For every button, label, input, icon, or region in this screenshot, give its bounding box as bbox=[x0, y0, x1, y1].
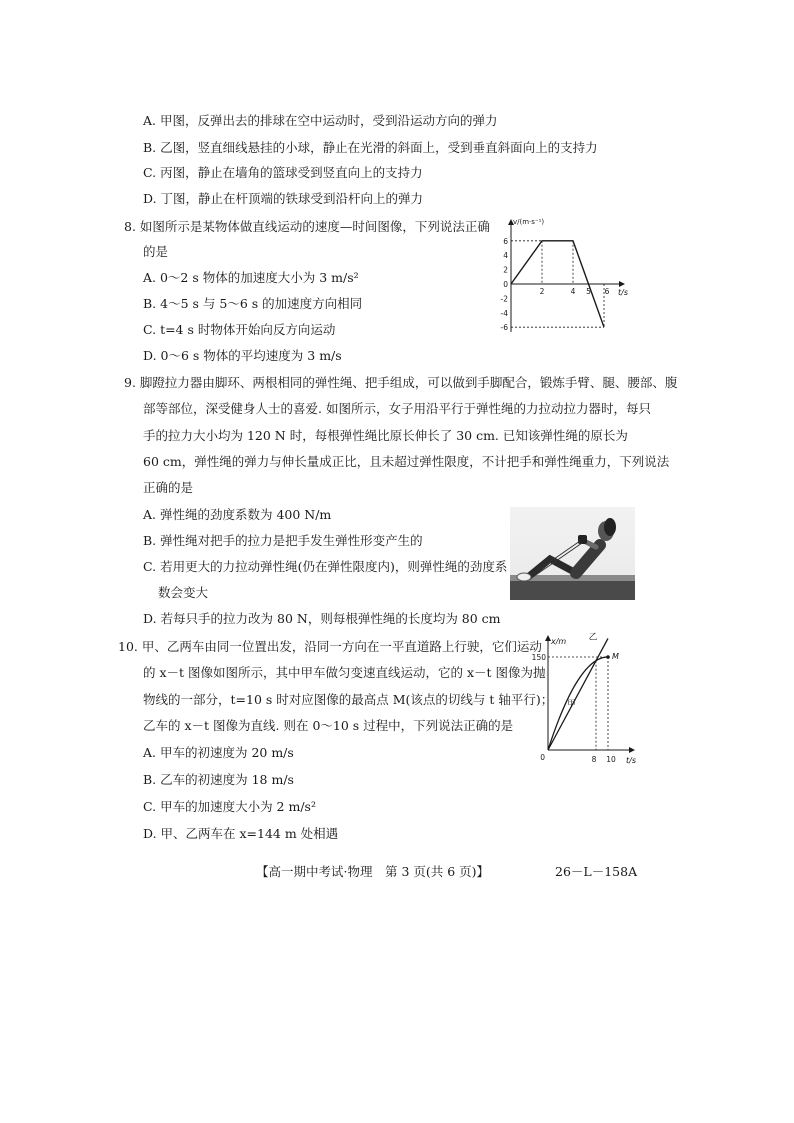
xt-y-axis-label: x/m bbox=[551, 637, 567, 646]
q7-option-c: C. 丙图，静止在墙角的篮球受到竖直向上的支持力 bbox=[143, 165, 423, 180]
vt-x-tick-label: 2 bbox=[539, 287, 545, 296]
xt-series-label-jia: 甲 bbox=[567, 699, 576, 710]
xt-x-tick-label: 10 bbox=[606, 755, 616, 764]
q10-option-a: A. 甲车的初速度为 20 m/s bbox=[143, 745, 294, 760]
xt-x-axis-label: t/s bbox=[626, 756, 636, 765]
vt-y-tick-label: -6 bbox=[500, 323, 508, 333]
page-footer: 【高一期中考试·物理 第 3 页(共 6 页)】 bbox=[256, 864, 490, 879]
q8-stem-line-1: 8. 如图所示是某物体做直线运动的速度—时间图像，下列说法正确 bbox=[124, 219, 490, 234]
q9-stem-line-5: 正确的是 bbox=[143, 480, 194, 495]
xt-point-label-m: M bbox=[612, 652, 619, 661]
vt-y-axis-label: v/(m·s⁻¹) bbox=[513, 218, 545, 226]
xt-series-yi bbox=[548, 638, 608, 750]
vt-y-tick-label: 6 bbox=[503, 236, 508, 246]
q10-option-b: B. 乙车的初速度为 18 m/s bbox=[143, 772, 294, 787]
vt-x-tick-label: 5 bbox=[586, 287, 591, 296]
q8-option-c: C. t=4 s 时物体开始向反方向运动 bbox=[143, 322, 336, 337]
vt-y-tick-label: -2 bbox=[500, 294, 508, 304]
xt-series-label-yi: 乙 bbox=[588, 632, 598, 643]
q7-option-b: B. 乙图，竖直细线悬挂的小球，静止在光滑的斜面上，受到垂直斜面向上的支持力 bbox=[143, 140, 598, 155]
q10-stem-line-1: 10. 甲、乙两车由同一位置出发，沿同一方向在一平直道路上行驶，它们运动 bbox=[118, 639, 542, 654]
q10-option-c: C. 甲车的加速度大小为 2 m/s² bbox=[143, 799, 316, 814]
q7-option-d: D. 丁图，静止在杆顶端的铁球受到沿杆向上的弹力 bbox=[143, 191, 424, 206]
q10-stem-line-4: 乙车的 x－t 图像为直线. 则在 0～10 s 过程中，下列说法正确的是 bbox=[143, 718, 514, 733]
q9-option-c-continued: 数会变大 bbox=[158, 585, 209, 600]
xt-x-tick-label: 8 bbox=[591, 755, 597, 764]
vt-y-tick-label: 4 bbox=[503, 251, 508, 261]
vt-y-tick-label: -4 bbox=[500, 308, 508, 318]
q8-option-b: B. 4～5 s 与 5～6 s 的加速度方向相同 bbox=[143, 296, 363, 311]
fitness-photo bbox=[510, 507, 635, 600]
vt-x-tick-label: 6 bbox=[604, 287, 610, 296]
xt-series-jia bbox=[548, 657, 608, 750]
q8-stem-line-2: 的是 bbox=[143, 244, 169, 259]
q9-stem-line-1: 9. 脚蹬拉力器由脚环、两根相同的弹性绳、把手组成，可以做到手脚配合，锻炼手臂、腿、腰部、腹 bbox=[124, 375, 678, 390]
vt-y-tick-label: 0 bbox=[503, 280, 508, 289]
q8-option-d: D. 0～6 s 物体的平均速度为 3 m/s bbox=[143, 348, 342, 363]
vt-x-tick-label: 4 bbox=[570, 287, 576, 296]
q9-stem-line-3: 手的拉力大小均为 120 N 时，每根弹性绳比原长伸长了 30 cm. 已知该弹性绳的原长为 bbox=[143, 428, 628, 443]
xt-point-m bbox=[606, 655, 610, 659]
q8-option-a: A. 0～2 s 物体的加速度大小为 3 m/s² bbox=[143, 270, 359, 285]
q10-option-d: D. 甲、乙两车在 x=144 m 处相遇 bbox=[143, 826, 339, 841]
q9-option-a: A. 弹性绳的劲度系数为 400 N/m bbox=[143, 507, 332, 522]
q9-option-b: B. 弹性绳对把手的拉力是把手发生弹性形变产生的 bbox=[143, 533, 423, 548]
xt-y-tick-label: 150 bbox=[531, 653, 546, 662]
xt-origin-label: 0 bbox=[540, 753, 545, 762]
q9-option-d: D. 若每只手的拉力改为 80 N，则每根弹性绳的长度均为 80 cm bbox=[143, 611, 501, 626]
q10-stem-line-2: 的 x－t 图像如图所示，其中甲车做匀变速直线运动，它的 x－t 图像为抛 bbox=[143, 665, 546, 680]
vt-y-tick-label: 2 bbox=[503, 265, 508, 275]
vt-chart bbox=[496, 214, 636, 338]
q9-stem-line-4: 60 cm，弹性绳的弹力与伸长量成正比，且未超过弹性限度，不计把手和弹性绳重力，下列说法 bbox=[143, 454, 670, 469]
vt-x-axis-label: t/s bbox=[618, 288, 628, 297]
q10-stem-line-3: 物线的一部分，t=10 s 时对应图像的最高点 M(该点的切线与 t 轴平行)； bbox=[143, 692, 554, 707]
q9-stem-line-2: 部等部位，深受健身人士的喜爱. 如图所示，女子用沿平行于弹性绳的力拉动拉力器时，每只 bbox=[143, 401, 651, 416]
q9-option-c: C. 若用更大的力拉动弹性绳(仍在弹性限度内)，则弹性绳的劲度系 bbox=[143, 559, 508, 574]
xt-chart bbox=[530, 632, 642, 766]
q7-option-a: A. 甲图，反弹出去的排球在空中运动时，受到沿运动方向的弹力 bbox=[143, 113, 498, 128]
paper-code: 26－L－158A bbox=[555, 864, 638, 879]
